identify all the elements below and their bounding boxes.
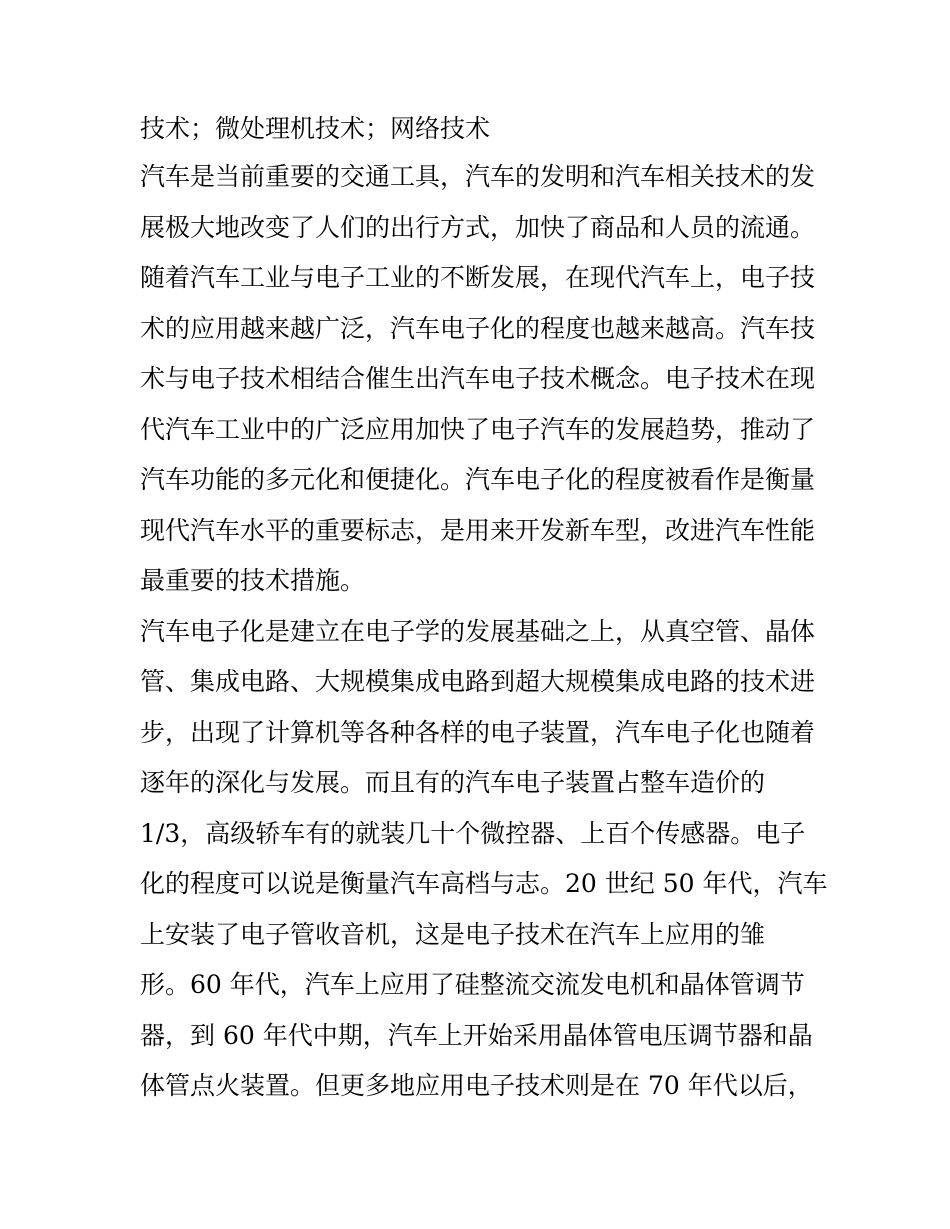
text-line: 最重要的技术措施。 bbox=[140, 566, 366, 595]
text-line: 汽车是当前重要的交通工具，汽车的发明和汽车相关技术的发 bbox=[140, 162, 816, 191]
text-line: 术的应用越来越广泛，汽车电子化的程度也越来越高。汽车技 bbox=[140, 313, 816, 343]
text-line: 现代汽车水平的重要标志，是用来开发新车型，改进汽车性能 bbox=[140, 515, 816, 545]
text-line: 随着汽车工业与电子工业的不断发展，在现代汽车上，电子技 bbox=[140, 263, 816, 292]
body-text bbox=[140, 106, 828, 1112]
text-line: 形。60 年代，汽车上应用了硅整流交流发电机和晶体管调节 bbox=[140, 970, 805, 999]
text-line: 上安装了电子管收音机，这是电子技术在汽车上应用的雏 bbox=[140, 919, 766, 949]
text-line: 1/3，高级轿车有的就装几十个微控器、上百个传感器。电子 bbox=[140, 818, 806, 848]
text-line: 逐年的深化与发展。而且有的汽车电子装置占整车造价的 bbox=[140, 768, 766, 797]
text-line: 代汽车工业中的广泛应用加快了电子汽车的发展趋势，推动了 bbox=[140, 414, 816, 444]
text-line: 汽车电子化是建立在电子学的发展基础之上，从真空管、晶体 bbox=[140, 616, 816, 646]
text-line: 体管点火装置。但更多地应用电子技术则是在 70 年代以后， bbox=[140, 1071, 813, 1100]
text-line: 展极大地改变了人们的出行方式，加快了商品和人员的流通。 bbox=[140, 212, 816, 242]
text-line: 器，到 60 年代中期，汽车上开始采用晶体管电压调节器和晶 bbox=[140, 1020, 813, 1050]
text-line: 化的程度可以说是衡量汽车高档与志。20 世纪 50 年代，汽车 bbox=[140, 869, 828, 898]
text-line: 技术；微处理机技术；网络技术 bbox=[140, 114, 491, 143]
text-line: 术与电子技术相结合催生出汽车电子技术概念。电子技术在现 bbox=[140, 364, 816, 393]
text-line: 汽车功能的多元化和便捷化。汽车电子化的程度被看作是衡量 bbox=[140, 465, 816, 494]
text-line: 管、集成电路、大规模集成电路到超大规模集成电路的技术进 bbox=[140, 667, 816, 696]
text-line: 步，出现了计算机等各种各样的电子装置，汽车电子化也随着 bbox=[140, 717, 816, 747]
